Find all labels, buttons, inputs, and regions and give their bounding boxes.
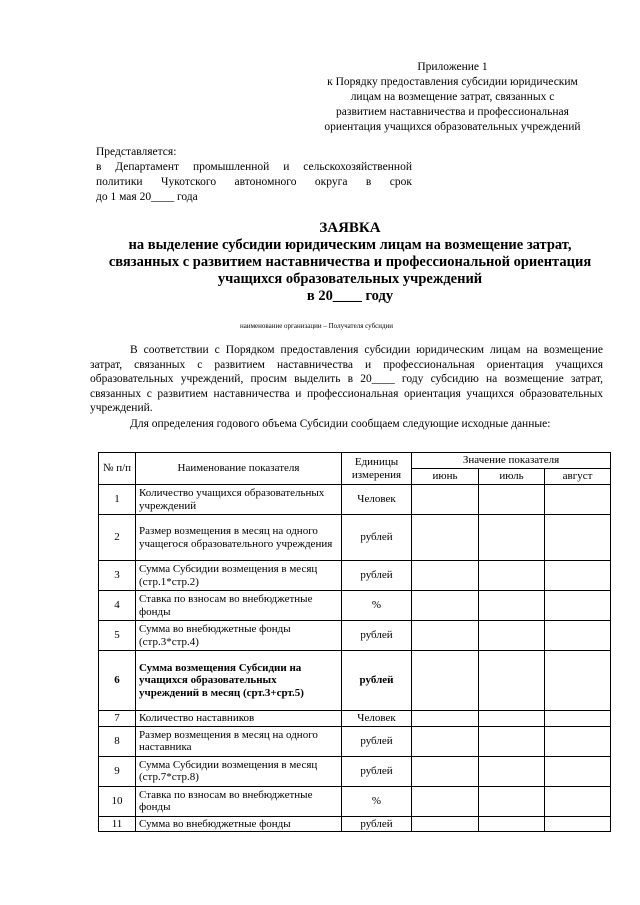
value-cell[interactable] xyxy=(479,515,545,561)
row-num: 10 xyxy=(99,786,136,816)
appendix-header xyxy=(300,60,605,135)
value-cell[interactable] xyxy=(412,515,479,561)
header-name: Наименование показателя xyxy=(136,453,342,485)
header-unit: Единицы измерения xyxy=(342,453,412,485)
row-unit: рублей xyxy=(342,621,412,651)
row-name: Сумма возмещения Субсидии на учащихся образовательных учреждений в месяц (срт.3+срт.5) xyxy=(136,651,342,711)
value-cell[interactable] xyxy=(545,711,611,727)
table-row xyxy=(99,591,611,621)
row-unit: рублей xyxy=(342,561,412,591)
row-name: Количество наставников xyxy=(136,711,342,727)
value-cell[interactable] xyxy=(412,726,479,756)
header-value: Значение показателя xyxy=(412,453,611,469)
request-paragraph xyxy=(90,343,603,416)
row-name: Ставка по взносам во внебюджетные фонды xyxy=(136,591,342,621)
row-unit: рублей xyxy=(342,756,412,786)
value-cell[interactable] xyxy=(545,485,611,515)
data-intro-text: Для определения годового объема Субсидии сообщаем следующие исходные данные: xyxy=(130,418,551,430)
represent-block xyxy=(96,145,412,205)
value-cell[interactable] xyxy=(412,621,479,651)
row-name: Сумма Субсидии возмещения в месяц (стр.7*стр.8) xyxy=(136,756,342,786)
title-sub-1: на выделение субсидии юридическим лицам на возмещение затрат, xyxy=(128,237,572,253)
appendix-title: Приложение 1 xyxy=(417,61,488,73)
table-row xyxy=(99,816,611,832)
table-row xyxy=(99,651,611,711)
row-num: 1 xyxy=(99,485,136,515)
value-cell[interactable] xyxy=(479,485,545,515)
value-cell[interactable] xyxy=(412,591,479,621)
value-cell[interactable] xyxy=(412,485,479,515)
value-cell[interactable] xyxy=(479,786,545,816)
value-cell[interactable] xyxy=(412,816,479,832)
row-unit: рублей xyxy=(342,515,412,561)
value-cell[interactable] xyxy=(545,756,611,786)
header-month-august: август xyxy=(545,469,611,485)
represent-recipient-cont: политики Чукотского автономного округа в срок xyxy=(96,176,412,188)
table-row xyxy=(99,726,611,756)
document-title xyxy=(90,220,610,305)
header-month-june: июнь xyxy=(412,469,479,485)
value-cell[interactable] xyxy=(412,561,479,591)
value-cell[interactable] xyxy=(412,711,479,727)
row-unit: Человек xyxy=(342,711,412,727)
value-cell[interactable] xyxy=(412,651,479,711)
value-cell[interactable] xyxy=(479,756,545,786)
row-num: 11 xyxy=(99,816,136,832)
header-num: № п/п xyxy=(99,453,136,485)
table-row xyxy=(99,561,611,591)
table-row xyxy=(99,756,611,786)
represent-label: Представляется: xyxy=(96,146,177,158)
row-num: 6 xyxy=(99,651,136,711)
table-row xyxy=(99,515,611,561)
value-cell[interactable] xyxy=(479,651,545,711)
row-num: 4 xyxy=(99,591,136,621)
row-num: 5 xyxy=(99,621,136,651)
value-cell[interactable] xyxy=(545,816,611,832)
value-cell[interactable] xyxy=(545,515,611,561)
value-cell[interactable] xyxy=(479,711,545,727)
value-cell[interactable] xyxy=(545,621,611,651)
value-cell[interactable] xyxy=(545,591,611,621)
value-cell[interactable] xyxy=(412,786,479,816)
org-name-caption: наименование организации – Получателя субсидии xyxy=(240,322,394,330)
value-cell[interactable] xyxy=(479,621,545,651)
row-num: 3 xyxy=(99,561,136,591)
value-cell[interactable] xyxy=(545,651,611,711)
value-cell[interactable] xyxy=(479,726,545,756)
row-name: Размер возмещения в месяц на одного учащегося образовательного учреждения xyxy=(136,515,342,561)
table-row xyxy=(99,621,611,651)
row-num: 2 xyxy=(99,515,136,561)
value-cell[interactable] xyxy=(479,591,545,621)
row-num: 9 xyxy=(99,756,136,786)
data-intro-paragraph xyxy=(90,417,603,432)
row-name: Сумма Субсидии возмещения в месяц (стр.1*стр.2) xyxy=(136,561,342,591)
row-unit: рублей xyxy=(342,726,412,756)
row-num: 7 xyxy=(99,711,136,727)
value-cell[interactable] xyxy=(545,726,611,756)
appendix-line: к Порядку предоставления субсидии юридическим xyxy=(327,76,578,88)
value-cell[interactable] xyxy=(545,561,611,591)
row-name: Размер возмещения в месяц на одного наставника xyxy=(136,726,342,756)
row-name: Сумма во внебюджетные фонды (стр.3*стр.4) xyxy=(136,621,342,651)
request-paragraph-text: В соответствии с Порядком предоставления субсидии юридическим лицам на возмещение затрат, связанных с развитием наставничества и профессиональная ориентация учащихся образовательных учреждений, просим выделить в 20____ году субсидию на возмещение затрат, связанных с развитием наставничества и профессиональная ориентация учащихся образовательных учреждений. xyxy=(90,344,603,414)
title-year: в 20____ году xyxy=(306,288,394,304)
row-unit: % xyxy=(342,591,412,621)
table-header-row xyxy=(99,453,611,469)
appendix-line: развитием наставничества и профессиональная xyxy=(336,106,569,118)
table-row xyxy=(99,485,611,515)
header-month-july: июль xyxy=(479,469,545,485)
table-row xyxy=(99,711,611,727)
title-main: ЗАЯВКА xyxy=(319,220,381,236)
row-unit: рублей xyxy=(342,651,412,711)
row-unit: рублей xyxy=(342,816,412,832)
represent-recipient: в Департамент промышленной и сельскохозяйственной xyxy=(96,161,412,173)
represent-deadline: до 1 мая 20____ года xyxy=(96,191,198,203)
row-name: Количество учащихся образовательных учреждений xyxy=(136,485,342,515)
value-cell[interactable] xyxy=(545,786,611,816)
value-cell[interactable] xyxy=(412,756,479,786)
value-cell[interactable] xyxy=(479,816,545,832)
value-cell[interactable] xyxy=(479,561,545,591)
title-sub-2: связанных с развитием наставничества и профессиональной ориентация xyxy=(108,254,592,270)
row-name: Ставка по взносам во внебюджетные фонды xyxy=(136,786,342,816)
row-name: Сумма во внебюджетные фонды xyxy=(136,816,342,832)
row-num: 8 xyxy=(99,726,136,756)
title-sub-3: учащихся образовательных учреждений xyxy=(217,271,483,287)
table-row xyxy=(99,786,611,816)
indicators-table xyxy=(98,452,611,832)
appendix-line: ориентация учащихся образовательных учреждений xyxy=(324,121,581,133)
row-unit: Человек xyxy=(342,485,412,515)
row-unit: % xyxy=(342,786,412,816)
appendix-line: лицам на возмещение затрат, связанных с xyxy=(350,91,555,103)
